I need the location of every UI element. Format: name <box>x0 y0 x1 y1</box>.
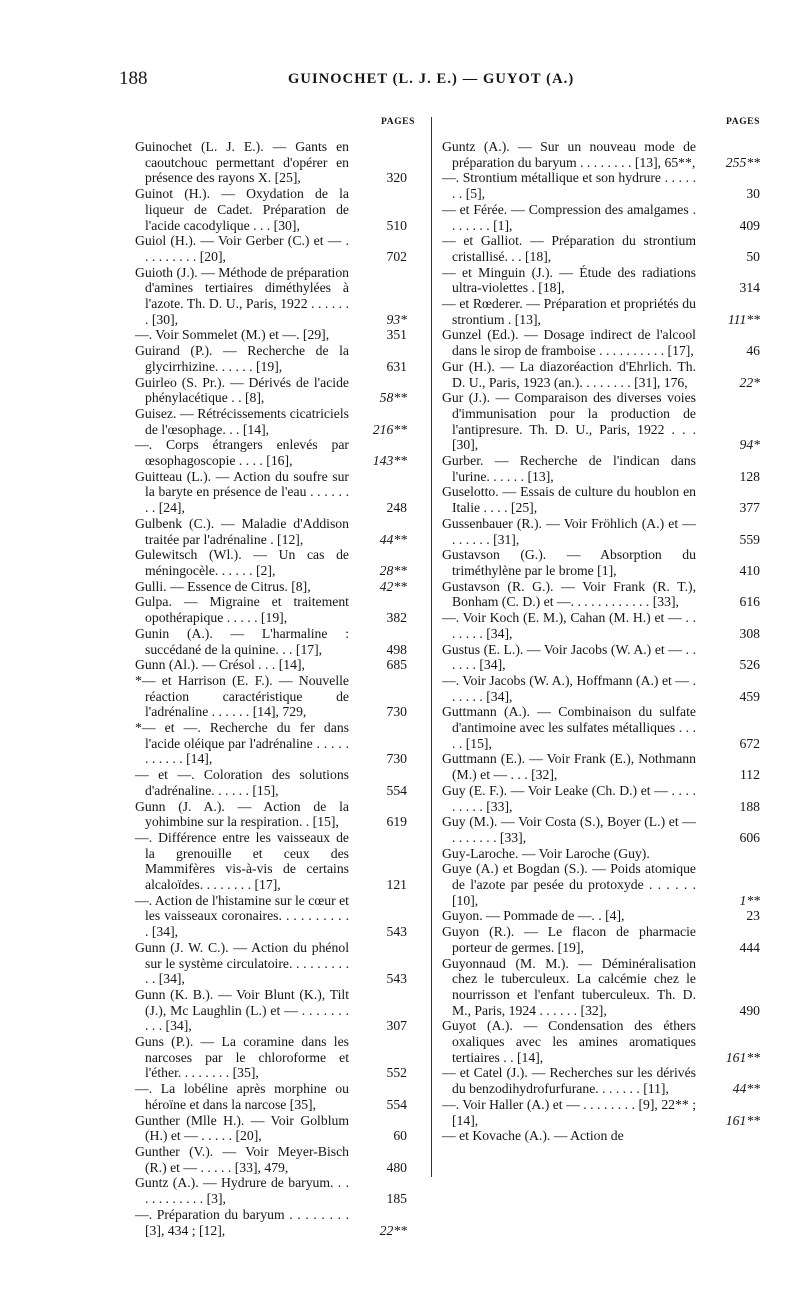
index-entry <box>135 406 415 437</box>
entry-text: Guntz (A.). — Hydrure de baryum. . . . . . . . . . . . [3], <box>135 1175 349 1207</box>
index-entry <box>135 830 415 893</box>
index-entry <box>135 186 415 233</box>
entry-text: Guioth (J.). — Méthode de préparation d'amines tertiaires diméthylées à l'azote. Th. D. U., Paris, 1922 . . . . . . . [30], <box>135 264 350 327</box>
entry-text: Guns (P.). — La coramine dans les narcoses par le chloroforme et l'éther. . . . . . . . [35], <box>135 1034 349 1081</box>
entry-page-ref: 23 <box>746 908 760 924</box>
index-entry <box>442 484 760 515</box>
entry-page-ref: 22* <box>739 374 760 390</box>
index-entry <box>442 516 760 547</box>
entry-text: —. Voir Sommelet (M.) et —. [29], <box>135 327 330 343</box>
index-entry <box>442 783 760 814</box>
entry-text: — et Kovache (A.). — Action de <box>442 1128 624 1144</box>
index-entry <box>442 704 760 751</box>
entry-page-ref: 111** <box>727 311 760 327</box>
entry-page-ref: 161** <box>725 1049 760 1065</box>
entry-page-ref: 44** <box>732 1081 760 1097</box>
entry-text: Gur (H.). — La diazoréaction d'Ehrlich. Th. D. U., Paris, 1923 (an.). . . . . . . . [31], 176, <box>442 358 696 390</box>
index-entry <box>442 1097 760 1128</box>
entry-page-ref: 459 <box>739 688 760 704</box>
entry-page-ref: 307 <box>386 1018 407 1034</box>
index-entry <box>442 642 760 673</box>
index-entry <box>442 751 760 782</box>
entry-text: Guinot (H.). — Oxydation de la liqueur de Cadet. Préparation de l'acide cacodylique . . . [30], <box>135 186 349 233</box>
entry-page-ref: 702 <box>386 248 407 264</box>
entry-text: Guirleo (S. Pr.). — Dérivés de l'acide phénylacétique . . [8], <box>135 374 349 406</box>
entry-text: Guntz (A.). — Sur un nouveau mode de préparation du baryum . . . . . . . . [13], 65**, <box>442 139 696 170</box>
index-entry <box>135 1175 415 1206</box>
entry-page-ref: 46 <box>746 343 760 359</box>
index-entry <box>442 846 760 862</box>
index-entry <box>442 610 760 641</box>
entry-text: Guttmann (E.). — Voir Frank (E.), Nothmann (M.) et — . . . [32], <box>442 751 696 783</box>
entry-page-ref: 58** <box>379 390 407 406</box>
entry-page-ref: 93* <box>386 311 407 327</box>
entry-text: Gurber. — Recherche de l'indican dans l'urine. . . . . . [13], <box>442 453 696 484</box>
index-entry <box>135 547 415 578</box>
entry-text: Gunther (Mlle H.). — Voir Golblum (H.) et — . . . . . [20], <box>135 1112 349 1144</box>
entry-text: — et Rœderer. — Préparation et propriétés du strontium . [13], <box>442 296 696 327</box>
entry-page-ref: 685 <box>386 657 407 673</box>
entry-page-ref: 410 <box>739 562 760 578</box>
entry-page-ref: 161** <box>725 1112 760 1128</box>
entry-text: —. Voir Koch (E. M.), Cahan (M. H.) et — . . . . . . . [34], <box>442 610 696 641</box>
index-entry <box>442 547 760 578</box>
index-entry <box>442 202 760 233</box>
entry-text: Gulewitsch (Wl.). — Un cas de méningocèle. . . . . . [2], <box>135 547 349 578</box>
entry-text: Guyon (R.). — Le flacon de pharmacie porteur de germes. [19], <box>442 924 696 955</box>
entry-text: Guy-Laroche. — Voir Laroche (Guy). <box>442 845 650 861</box>
entry-page-ref: 351 <box>386 327 407 343</box>
entry-text: Guyonnaud (M. M.). — Déminéralisation chez le tuberculeux. La calcémie chez le nourrisson et l'enfant tuberculeux. Th. D. M., Paris, 1924 . . . . . . [32], <box>442 955 696 1018</box>
entry-page-ref: 308 <box>739 625 760 641</box>
index-entry <box>135 1034 415 1081</box>
entry-text: Gunin (A.). — L'harmaline : succédané de la quinine. . . [17], <box>135 625 349 657</box>
entry-text: Guiol (H.). — Voir Gerber (C.) et — . . . . . . . . . [20], <box>135 233 349 264</box>
entry-text: *— et Harrison (E. F.). — Nouvelle réaction caractéristique de l'adrénaline . . . . . . [14], 729, <box>135 672 349 720</box>
entry-text: Gunther (V.). — Voir Meyer-Bisch (R.) et — . . . . . [33], 479, <box>135 1144 349 1175</box>
index-entry <box>135 579 415 595</box>
index-entry <box>135 516 415 547</box>
entry-text: Guitteau (L.). — Action du soufre sur la baryte en présence de l'eau . . . . . . . . [24], <box>135 468 349 516</box>
index-entry <box>135 767 415 798</box>
entry-page-ref: 543 <box>386 971 407 987</box>
entry-page-ref: 50 <box>746 248 760 264</box>
index-entry <box>135 893 415 940</box>
entry-text: —. Préparation du baryum . . . . . . . . [3], 434 ; [12], <box>135 1206 349 1238</box>
index-entry <box>442 327 760 358</box>
index-entry <box>442 139 760 170</box>
entry-page-ref: 730 <box>386 751 407 767</box>
index-entry <box>442 170 760 201</box>
entry-text: Gulli. — Essence de Citrus. [8], <box>135 578 311 594</box>
entry-text: —. Action de l'histamine sur le cœur et les vaisseaux coronaires. . . . . . . . . . . [34], <box>135 892 349 940</box>
entry-page-ref: 543 <box>386 924 407 940</box>
left-column <box>135 117 415 1238</box>
entry-text: —. Voir Jacobs (W. A.), Hoffmann (A.) et — . . . . . . [34], <box>442 672 696 704</box>
page-number: 188 <box>119 68 148 89</box>
entry-page-ref: 526 <box>739 657 760 673</box>
index-entry <box>442 579 760 610</box>
entry-page-ref: 1** <box>739 892 760 908</box>
entry-page-ref: 320 <box>386 170 407 186</box>
entry-page-ref: 480 <box>386 1159 407 1175</box>
entry-text: Gunn (J. W. C.). — Action du phénol sur le système circulatoire. . . . . . . . . . . [34], <box>135 939 349 987</box>
entry-page-ref: 30 <box>746 186 760 202</box>
entry-page-ref: 60 <box>393 1128 407 1144</box>
index-entry <box>135 626 415 657</box>
entry-page-ref: 444 <box>739 939 760 955</box>
entry-page-ref: 552 <box>386 1065 407 1081</box>
entry-page-ref: 255** <box>725 154 760 170</box>
entry-page-ref: 382 <box>386 610 407 626</box>
entry-text: Guy (E. F.). — Voir Leake (Ch. D.) et — . . . . . . . . . [33], <box>442 782 696 814</box>
entry-text: Gustus (E. L.). — Voir Jacobs (W. A.) et — . . . . . . [34], <box>442 641 696 673</box>
index-entry <box>442 1018 760 1065</box>
index-entry <box>442 296 760 327</box>
entry-text: Gulpa. — Migraine et traitement opothérapique . . . . . [19], <box>135 594 349 626</box>
pages-label: PAGES <box>726 117 760 127</box>
index-entry <box>442 390 760 453</box>
entry-page-ref: 314 <box>739 280 760 296</box>
entry-page-ref: 377 <box>739 500 760 516</box>
entry-page-ref: 188 <box>739 798 760 814</box>
index-entry <box>135 720 415 767</box>
index-entry <box>135 327 415 343</box>
index-entry <box>442 359 760 390</box>
pages-label: PAGES <box>381 117 415 127</box>
index-entry <box>135 437 415 468</box>
entry-page-ref: 42** <box>379 578 407 594</box>
entry-page-ref: 490 <box>739 1002 760 1018</box>
entry-text: — et —. Coloration des solutions d'adrénaline. . . . . . [15], <box>135 767 349 798</box>
entry-text: Guirand (P.). — Recherche de la glycirrhizine. . . . . . [19], <box>135 343 349 374</box>
index-entry <box>135 940 415 987</box>
entry-text: Guye (A.) et Bogdan (S.). — Poids atomique de l'azote par pesée du protoxyde . . . . . . [10], <box>442 861 696 908</box>
entry-page-ref: 112 <box>739 767 760 783</box>
entry-page-ref: 143** <box>372 453 407 469</box>
index-entry <box>135 673 415 720</box>
entry-text: — et Catel (J.). — Recherches sur les dérivés du benzodihydrofurfurane. . . . . . . [11], <box>442 1065 696 1097</box>
entry-text: Gustavson (G.). — Absorption du triméthylène par le brome [1], <box>442 547 696 578</box>
right-column <box>442 117 760 1144</box>
entry-page-ref: 606 <box>739 829 760 845</box>
entry-text: Guyot (A.). — Condensation des éthers oxaliques avec les amines aromatiques tertiaires . . [14], <box>442 1018 696 1065</box>
index-entry <box>135 987 415 1034</box>
entry-text: Gunn (Al.). — Crésol . . . [14], <box>135 657 305 673</box>
entry-text: Guyon. — Pommade de —. . [4], <box>442 908 625 924</box>
entry-text: Guselotto. — Essais de culture du houblon en Italie . . . . [25], <box>442 484 696 516</box>
entry-text: Guisez. — Rétrécissements cicatriciels de l'œsophage. . . [14], <box>135 405 349 437</box>
page-header <box>0 68 800 98</box>
entry-text: Gunn (J. A.). — Action de la yohimbine sur la respiration. . [15], <box>135 798 349 830</box>
entry-page-ref: 631 <box>386 358 407 374</box>
entry-text: Guttmann (A.). — Combinaison du sulfate d'antimoine avec les sulfates métalliques . . . . . [15], <box>442 704 696 751</box>
entry-page-ref: 559 <box>739 531 760 547</box>
entry-text: Guy (M.). — Voir Costa (S.), Boyer (L.) et — . . . . . . . [33], <box>442 814 696 845</box>
index-entry <box>442 1128 760 1144</box>
index-entry <box>135 265 415 328</box>
index-entry <box>442 924 760 955</box>
entry-page-ref: 554 <box>386 1096 407 1112</box>
index-entry <box>135 1081 415 1112</box>
entry-text: Gur (J.). — Comparaison des diverses voies d'immunisation pour la production de l'antipresure. Th. D. U., Paris, 1922 . . . [30], <box>442 390 696 453</box>
entry-text: —. Voir Haller (A.) et — . . . . . . . . [9], 22** ; [14], <box>442 1096 696 1128</box>
entry-page-ref: 128 <box>739 468 760 484</box>
index-entry <box>135 1113 415 1144</box>
index-entry <box>135 139 415 186</box>
entry-page-ref: 44** <box>379 531 407 547</box>
index-entry <box>442 1065 760 1096</box>
entry-text: Gustavson (R. G.). — Voir Frank (R. T.), Bonham (C. D.) et —. . . . . . . . . . . . [33], <box>442 578 696 610</box>
index-entry <box>442 861 760 908</box>
entry-page-ref: 498 <box>386 641 407 657</box>
entry-page-ref: 619 <box>386 814 407 830</box>
running-title: GUINOCHET (L. J. E.) — GUYOT (A.) <box>288 71 575 87</box>
index-entry <box>442 956 760 1019</box>
index-entry <box>135 469 415 516</box>
entry-text: Gunn (K. B.). — Voir Blunt (K.), Tilt (J.), Mc Laughlin (L.) et — . . . . . . . . . . [34], <box>135 986 349 1034</box>
entry-text: Guinochet (L. J. E.). — Gants en caoutchouc permettant d'opérer en présence des rayons X. [25], <box>135 139 349 186</box>
index-entry <box>135 343 415 374</box>
entry-page-ref: 94* <box>739 437 760 453</box>
entry-text: —. Différence entre les vaisseaux de la grenouille et ceux des Mammifères vis-à-vis de certains alcaloïdes. . . . . . . . [17], <box>135 829 349 893</box>
entry-page-ref: 510 <box>386 217 407 233</box>
index-entry <box>442 233 760 264</box>
entry-page-ref: 22** <box>379 1222 407 1238</box>
entry-page-ref: 28** <box>379 562 407 578</box>
entry-page-ref: 616 <box>739 594 760 610</box>
entry-text: *— et —. Recherche du fer dans l'acide oléique par l'adrénaline . . . . . . . . . . . [14], <box>135 720 349 767</box>
entry-text: — et Férée. — Compression des amalgames . . . . . . . [1], <box>442 201 696 233</box>
index-entry <box>442 453 760 484</box>
entry-page-ref: 248 <box>386 500 407 516</box>
entry-page-ref: 672 <box>739 735 760 751</box>
index-entry <box>442 673 760 704</box>
index-entry <box>135 375 415 406</box>
entry-text: —. La lobéline après morphine ou héroïne et dans la narcose [35], <box>135 1081 349 1112</box>
index-entry <box>442 908 760 924</box>
index-entry <box>442 265 760 296</box>
index-entry <box>442 814 760 845</box>
index-entry <box>135 594 415 625</box>
column-divider <box>431 117 432 1177</box>
index-entry <box>135 233 415 264</box>
entry-text: — et Minguin (J.). — Étude des radiations ultra-violettes . [18], <box>442 264 696 296</box>
index-entry <box>135 657 415 673</box>
entry-page-ref: 121 <box>386 877 407 893</box>
entry-page-ref: 409 <box>739 217 760 233</box>
entry-text: — et Galliot. — Préparation du strontium cristallisé. . . [18], <box>442 233 696 264</box>
index-entry <box>135 799 415 830</box>
entry-text: Gunzel (Ed.). — Dosage indirect de l'alcool dans le sirop de framboise . . . . . . . . . . [17], <box>442 327 696 359</box>
entry-text: —. Strontium métallique et son hydrure . . . . . . . [5], <box>442 170 696 202</box>
entry-page-ref: 185 <box>386 1191 407 1207</box>
entry-page-ref: 554 <box>386 782 407 798</box>
entry-text: —. Corps étrangers enlevés par œsophagoscopie . . . . [16], <box>135 437 349 469</box>
entry-page-ref: 216** <box>372 421 407 437</box>
index-entry <box>135 1144 415 1175</box>
index-entry <box>135 1207 415 1238</box>
entry-page-ref: 730 <box>386 704 407 720</box>
entry-text: Gussenbauer (R.). — Voir Fröhlich (A.) et — . . . . . . [31], <box>442 515 696 547</box>
entry-text: Gulbenk (C.). — Maladie d'Addison traitée par l'adrénaline . [12], <box>135 515 349 547</box>
